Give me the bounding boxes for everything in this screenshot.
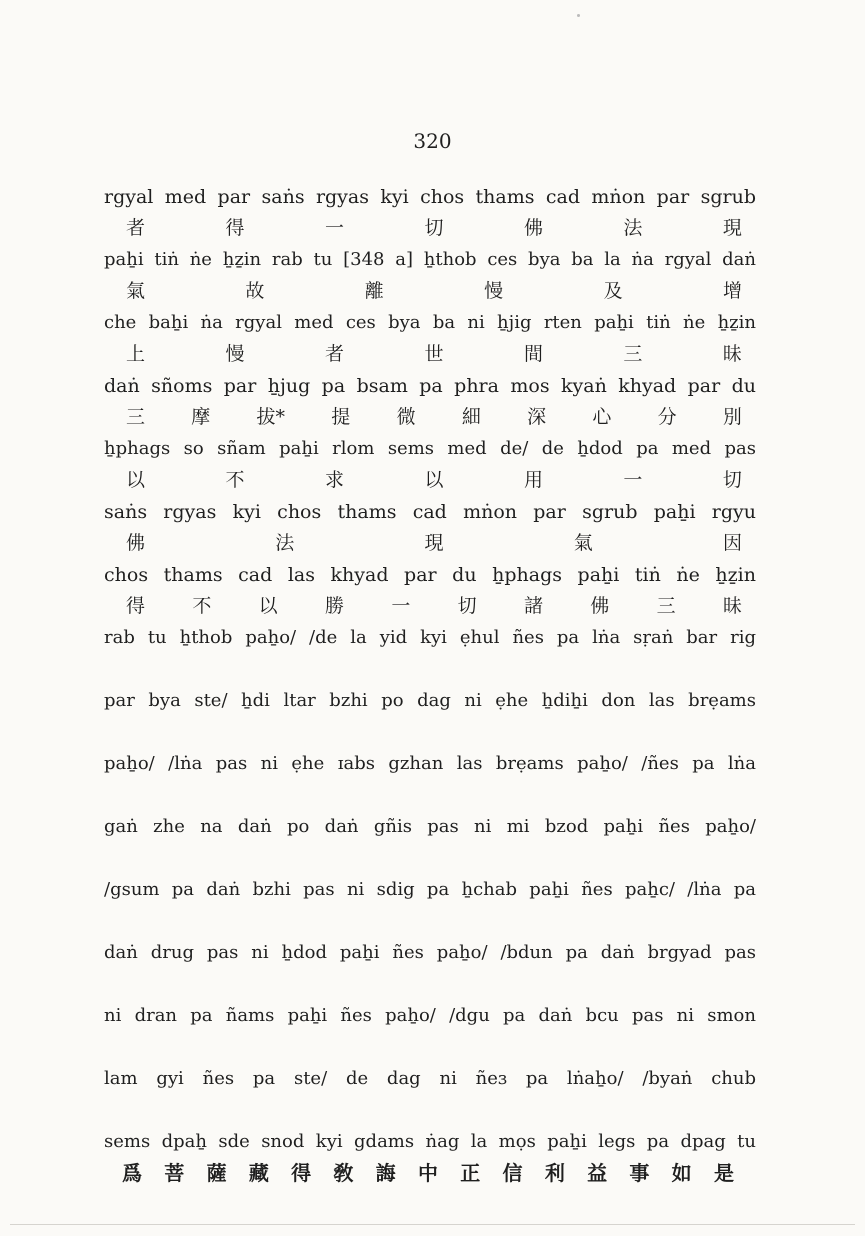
- gloss-char: 細: [461, 406, 481, 428]
- gloss-char: 世: [424, 343, 444, 365]
- gloss-char: 昧: [722, 343, 742, 365]
- gloss-char: 爲: [122, 1161, 142, 1185]
- gloss-char: 切: [457, 595, 477, 617]
- gloss-char: 慢: [225, 343, 245, 365]
- text-line-8: [104, 623, 756, 686]
- text-line-12: [104, 875, 756, 938]
- chinese-gloss-row: [104, 1157, 756, 1190]
- gloss-char: 昧: [722, 595, 742, 617]
- chinese-gloss-row: [104, 212, 756, 245]
- gloss-char: 求: [324, 469, 344, 491]
- chinese-gloss-row: [104, 338, 756, 371]
- text-line-16: [104, 1127, 756, 1190]
- gloss-char: 現: [722, 217, 742, 239]
- chinese-gloss-row: [104, 527, 756, 560]
- text-line-5: [104, 434, 756, 497]
- gloss-char: 氣: [573, 532, 593, 554]
- gloss-char: 微: [396, 406, 416, 428]
- gloss-char: 三: [623, 343, 643, 365]
- romanized-line: sems dpaẖ sde snod kyi gdams ṅag la mọs paẖi legs pa dpag tu: [104, 1131, 756, 1152]
- gloss-char: 摩: [191, 406, 211, 428]
- gloss-char: 三: [656, 595, 676, 617]
- text-line-13: [104, 938, 756, 1001]
- gloss-char: 心: [592, 406, 612, 428]
- romanized-line: daṅ sñoms par ẖjug pa bsam pa phra mos kyaṅ khyad par du: [104, 375, 756, 397]
- gloss-char: 勝: [324, 595, 344, 617]
- gloss-char: 上: [126, 343, 146, 365]
- gloss-char: 一: [623, 469, 643, 491]
- text-line-4: [104, 371, 756, 434]
- gloss-char: 得: [225, 217, 245, 239]
- gloss-char: 提: [331, 406, 351, 428]
- chinese-gloss-row: [104, 275, 756, 308]
- gloss-char: 得: [291, 1161, 312, 1185]
- gloss-char: 法: [623, 217, 643, 239]
- gloss-char: 藏: [248, 1161, 269, 1185]
- gloss-char: 三: [126, 406, 146, 428]
- romanized-line: paẖo/ /lṅa pas ni ẹhe ɪabs gzhan las brẹams paẖo/ /ñes pa lṅa: [104, 753, 756, 774]
- romanized-line: ni dran pa ñams paẖi ñes paẖo/ /dgu pa daṅ bcu pas ni smon: [104, 1005, 756, 1026]
- gloss-char: 增: [722, 280, 742, 302]
- romanized-line: par bya ste/ ẖdi ltar bzhi po dag ni ẹhe ẖdiẖi don las brẹams: [104, 690, 756, 711]
- romanized-line: /gsum pa daṅ bzhi pas ni sdig pa ẖchab paẖi ñes paẖc/ /lṅa pa: [104, 879, 756, 900]
- text-line-2: [104, 245, 756, 308]
- speck: [577, 14, 580, 17]
- gloss-char: 敎: [333, 1161, 354, 1185]
- gloss-char: 間: [523, 343, 543, 365]
- gloss-char: 佛: [523, 217, 543, 239]
- romanized-line: gaṅ zhe na daṅ po daṅ gñis pas ni mi bzod paẖi ñes paẖo/: [104, 816, 756, 837]
- gloss-char: 不: [225, 469, 245, 491]
- gloss-char: 以: [424, 469, 444, 491]
- page-number: 320: [413, 129, 452, 153]
- romanized-line: paẖi tiṅ ṅe ẖẕin rab tu [348 a] ẖthob ces bya ba la ṅa rgyal daṅ: [104, 249, 756, 270]
- gloss-char: 分: [657, 406, 677, 428]
- gloss-char: 佛: [590, 595, 610, 617]
- gloss-char: 氣: [126, 280, 146, 302]
- gloss-char: 一: [391, 595, 411, 617]
- text-line-7: [104, 560, 756, 623]
- gloss-char: 故: [245, 280, 265, 302]
- gloss-char: 是: [713, 1161, 734, 1185]
- gloss-char: 薩: [206, 1161, 227, 1185]
- gloss-char: 正: [460, 1161, 481, 1185]
- gloss-char: 者: [324, 343, 344, 365]
- romanized-line: chos thams cad las khyad par du ẖphags paẖi tiṅ ṅe ẖẕin: [104, 564, 756, 586]
- text-line-14: [104, 1001, 756, 1064]
- text-line-1: [104, 182, 756, 245]
- gloss-char: 佛: [126, 532, 146, 554]
- chinese-gloss-row: [104, 590, 756, 623]
- gloss-char: 深: [527, 406, 547, 428]
- romanized-line: che baẖi ṅa rgyal med ces bya ba ni ẖjig rten paẖi tiṅ ṅe ẖẕin: [104, 312, 756, 333]
- gloss-char: 拔*: [256, 406, 286, 428]
- gloss-char: 者: [126, 217, 146, 239]
- text-line-15: [104, 1064, 756, 1127]
- page-bottom-edge: [10, 1224, 855, 1225]
- text-line-3: [104, 308, 756, 371]
- romanized-line: rgyal med par saṅs rgyas kyi chos thams cad mṅon par sgrub: [104, 186, 756, 208]
- chinese-gloss-row: [104, 401, 756, 434]
- gloss-char: 以: [126, 469, 146, 491]
- gloss-char: 得: [126, 595, 146, 617]
- gloss-char: 益: [587, 1161, 608, 1185]
- gloss-char: 事: [629, 1161, 650, 1185]
- gloss-char: 因: [722, 532, 742, 554]
- gloss-char: 離: [364, 280, 384, 302]
- gloss-char: 切: [722, 469, 742, 491]
- gloss-char: 誨: [375, 1161, 396, 1185]
- text-line-9: [104, 686, 756, 749]
- gloss-char: 諸: [523, 595, 543, 617]
- text-body: [104, 182, 756, 1190]
- romanized-line: rab tu ẖthob paẖo/ /de la yid kyi ẹhul ñes pa lṅa sṛaṅ bar rig: [104, 627, 756, 648]
- gloss-char: 不: [192, 595, 212, 617]
- text-line-10: [104, 749, 756, 812]
- gloss-char: 利: [544, 1161, 565, 1185]
- romanized-line: saṅs rgyas kyi chos thams cad mṅon par sgrub paẖi rgyu: [104, 501, 756, 523]
- romanized-line: ẖphags so sñam paẖi rlom sems med de/ de ẖdod pa med pas: [104, 438, 756, 459]
- gloss-char: 切: [424, 217, 444, 239]
- romanized-line: lam gyi ñes pa ste/ de dag ni ñeɜ pa lṅaẖo/ /byaṅ chub: [104, 1068, 756, 1089]
- gloss-char: 法: [275, 532, 295, 554]
- gloss-char: 用: [523, 469, 543, 491]
- text-line-6: [104, 497, 756, 560]
- chinese-gloss-row: [104, 464, 756, 497]
- romanized-line: daṅ drug pas ni ẖdod paẖi ñes paẖo/ /bdun pa daṅ brgyad pas: [104, 942, 756, 963]
- gloss-char: 中: [417, 1161, 438, 1185]
- gloss-char: 及: [603, 280, 623, 302]
- text-line-11: [104, 812, 756, 875]
- gloss-char: 慢: [484, 280, 504, 302]
- gloss-char: 別: [722, 406, 742, 428]
- gloss-char: 現: [424, 532, 444, 554]
- gloss-char: 一: [324, 217, 344, 239]
- gloss-char: 如: [671, 1161, 692, 1185]
- gloss-char: 以: [258, 595, 278, 617]
- gloss-char: 信: [502, 1161, 523, 1185]
- gloss-char: 菩: [164, 1161, 185, 1185]
